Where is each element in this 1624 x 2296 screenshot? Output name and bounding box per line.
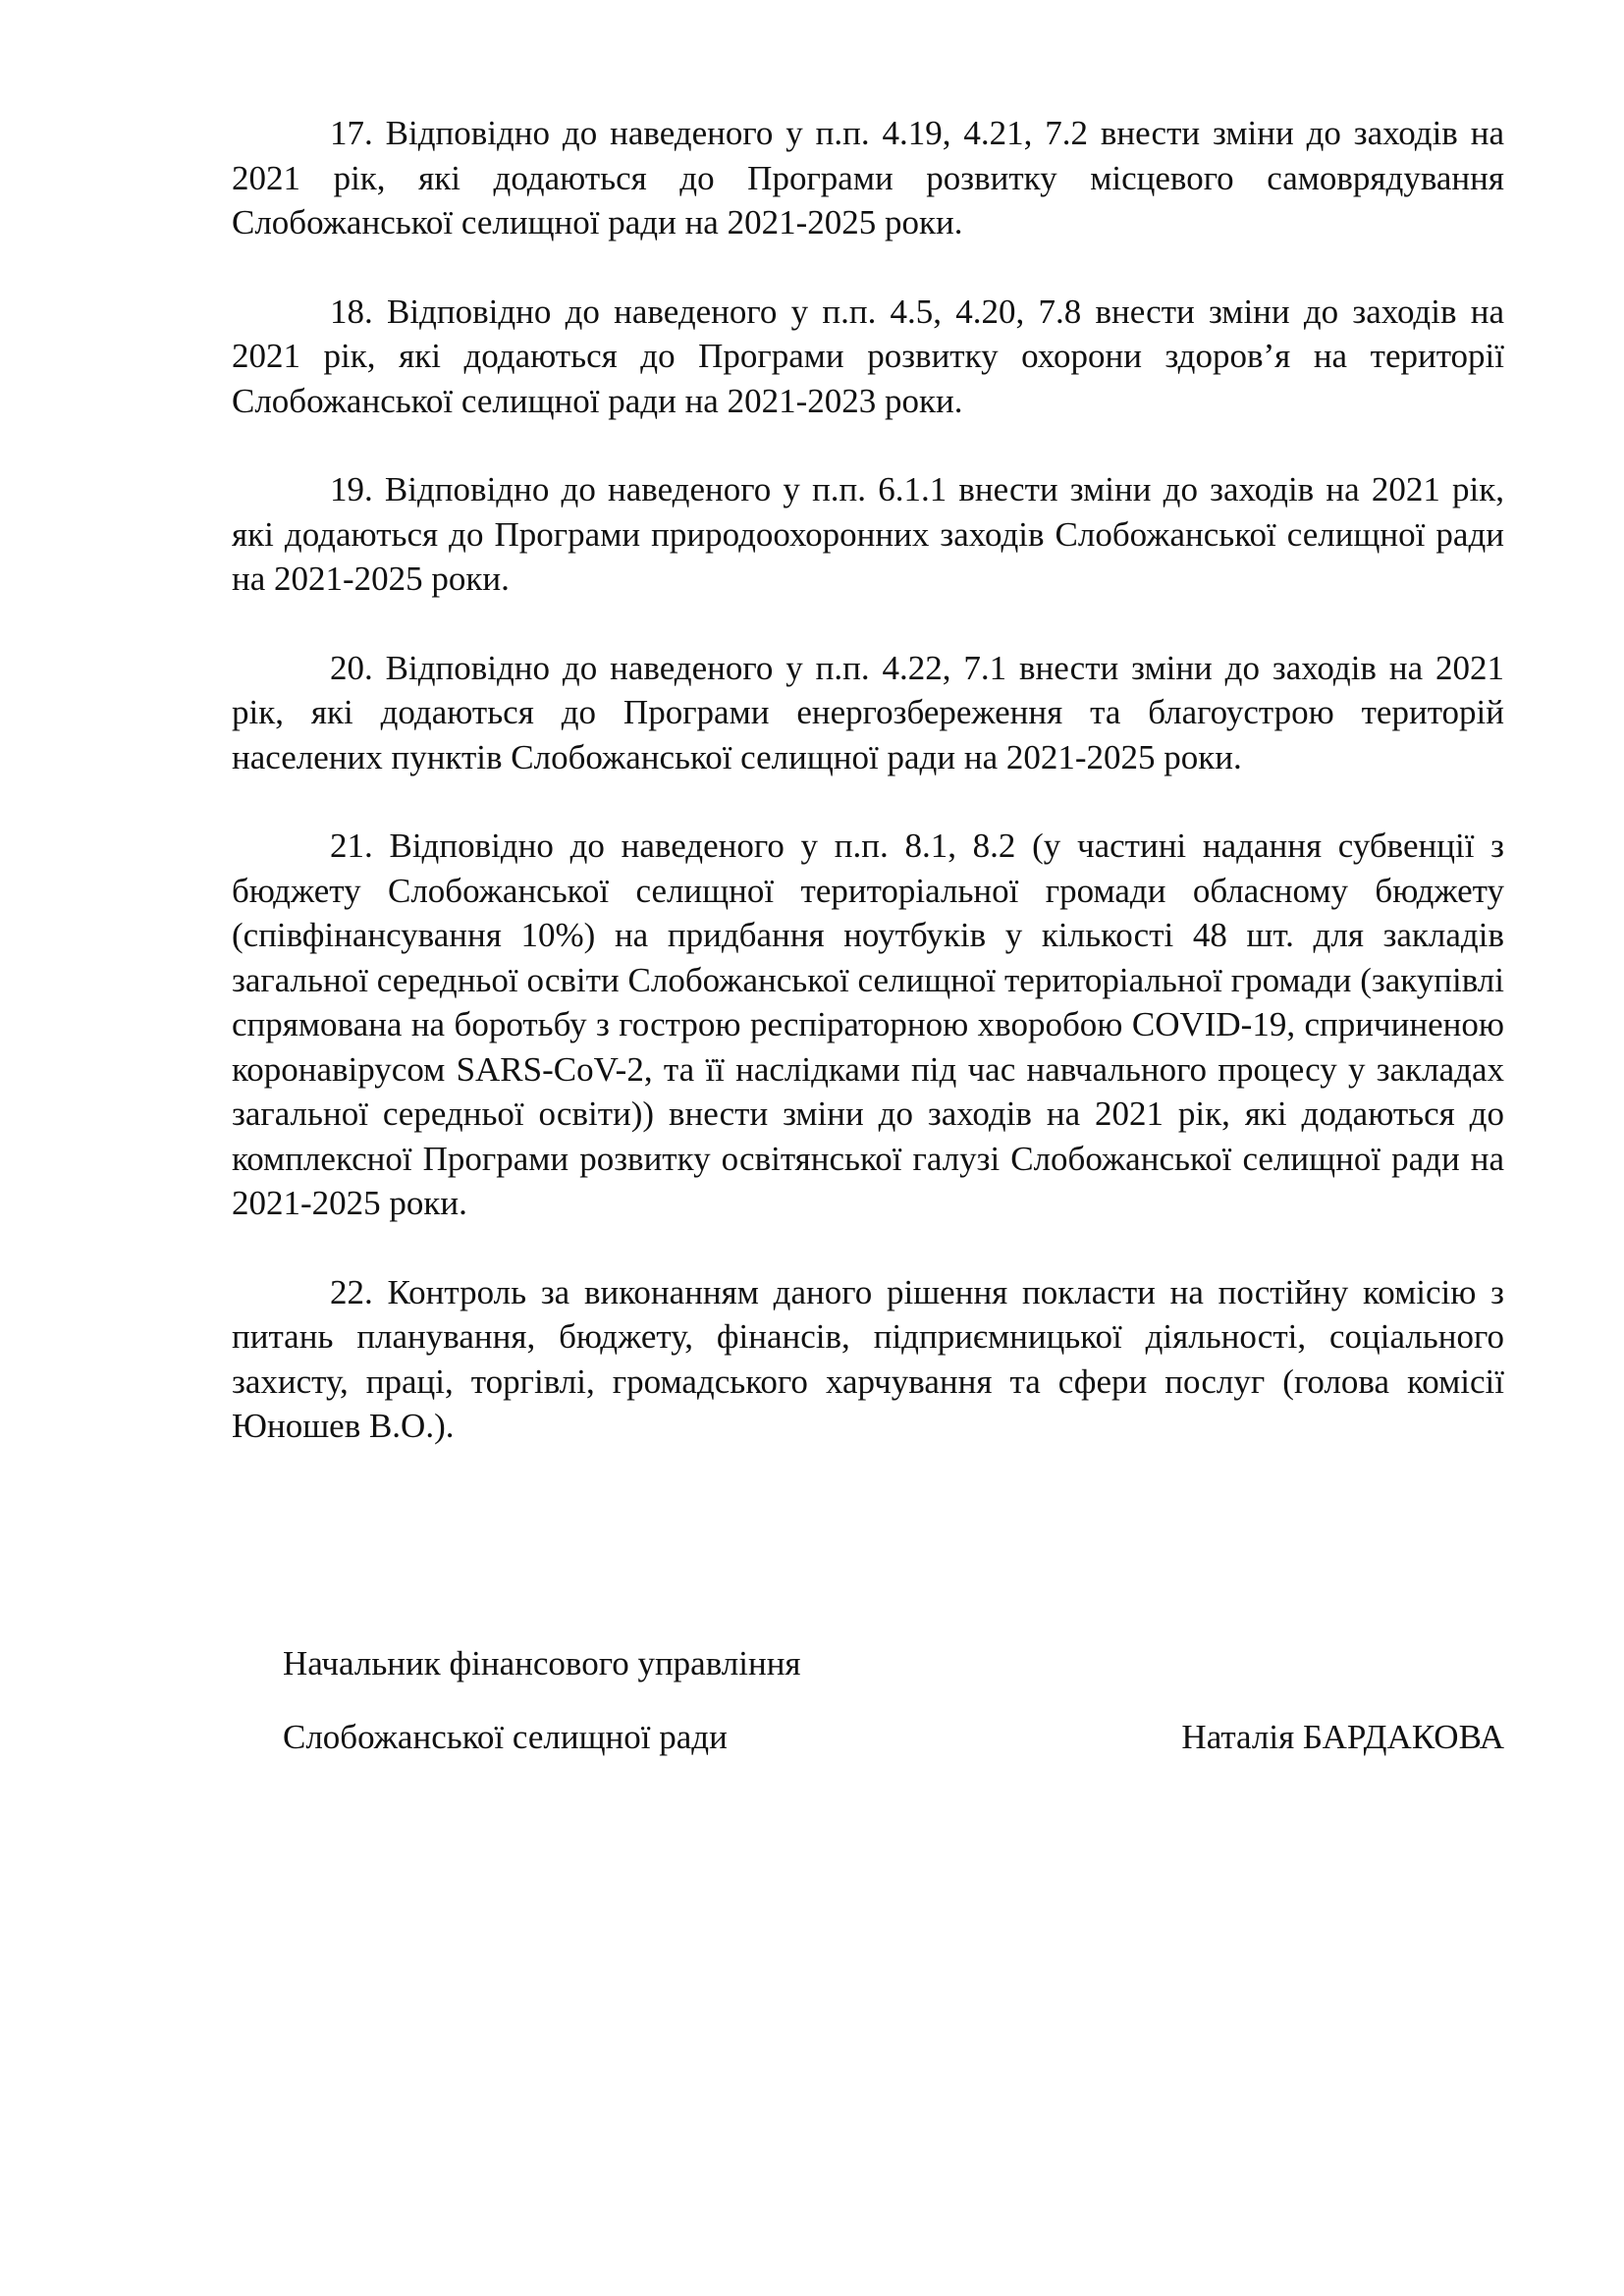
paragraph-20: 20. Відповідно до наведеного у п.п. 4.22, 7.1 внести зміни до заходів на 2021 рік, які додаються до Програми енергозбереження та благоустрою територій населених пунктів Слобожанської селищної ради на 2021-2025 роки.: [232, 648, 1504, 776]
signature-title-line-2: Слобожанської селищної ради: [283, 1718, 728, 1756]
signature-block-name-row: [232, 1715, 1504, 1759]
paragraph-17: 17. Відповідно до наведеного у п.п. 4.19, 4.21, 7.2 внести зміни до заходів на 2021 рік, які додаються до Програми розвитку місцевого самоврядування Слобожанської селищної ради на 2021-2025 роки.: [232, 114, 1504, 241]
document-body: [232, 111, 1504, 1449]
signatory-name: Наталія БАРДАКОВА: [1181, 1718, 1504, 1756]
signature-block-title-row: [232, 1641, 1504, 1685]
paragraph-19: 19. Відповідно до наведеного у п.п. 6.1.1 внести зміни до заходів на 2021 рік, які додаються до Програми природоохоронних заходів Слобожанської селищної ради на 2021-2025 роки.: [232, 470, 1504, 598]
signature-title-line-1: Начальник фінансового управління: [283, 1644, 801, 1682]
paragraph-18: 18. Відповідно до наведеного у п.п. 4.5, 4.20, 7.8 внести зміни до заходів на 2021 рік, які додаються до Програми розвитку охорони здоров’я на території Слобожанської селищної ради на 2021-2023 роки.: [232, 292, 1504, 420]
paragraph-22: 22. Контроль за виконанням даного рішення покласти на постійну комісію з питань планування, бюджету, фінансів, підприємницької діяльності, соціального захисту, праці, торгівлі, громадського харчування та сфери послуг (голова комісії Юношев В.О.).: [232, 1272, 1504, 1445]
paragraph-21: 21. Відповідно до наведеного у п.п. 8.1, 8.2 (у частині надання субвенції з бюджету Слобожанської селищної територіальної громади обласному бюджету (співфінансування 10%) на придбання ноутбуків у кількості 48 шт. для закладів загальної середньої освіти Слобожанської селищної територіальної громади (закупівлі спрямована на боротьбу з гострою респіраторною хворобою COVID-19, спричиненою коронавірусом SARS-CoV-2, та її наслідками під час навчального процесу у закладах загальної середньої освіти)) внести зміни до заходів на 2021 рік, які додаються до комплексної Програми розвитку освітянської галузі Слобожанської селищної ради на 2021-2025 роки.: [232, 827, 1504, 1222]
